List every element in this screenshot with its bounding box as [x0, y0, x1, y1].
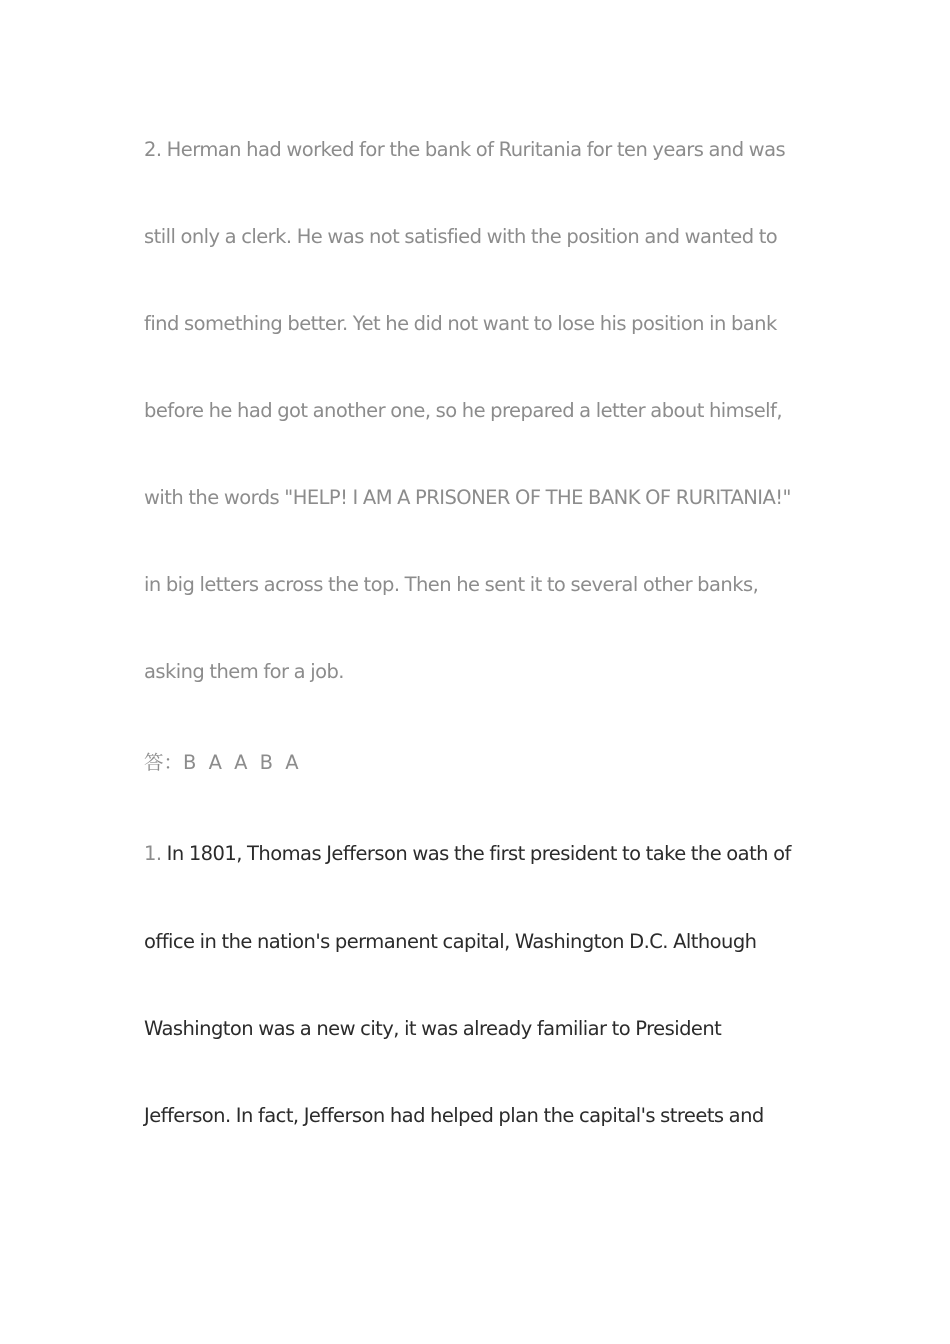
passage-2-line: find something better. Yet he did not want to lose his position in bank — [144, 312, 777, 335]
passage-2-line: with the words "HELP! I AM A PRISONER OF THE BANK OF RURITANIA!" — [144, 486, 791, 509]
passage-1-line-text: In 1801, Thomas Jefferson was the first president to take the oath of — [166, 842, 791, 865]
passage-2-line: asking them for a job. — [144, 660, 344, 683]
passage-1-number: 1. — [144, 842, 162, 865]
answer-key — [144, 751, 299, 775]
passage-2-line: still only a clerk. He was not satisfied with the position and wanted to — [144, 225, 778, 248]
passage-1-line: office in the nation's permanent capital, Washington D.C. Although — [144, 930, 757, 953]
answer-options: B A A B A — [183, 751, 299, 774]
passage-1-line — [144, 842, 791, 866]
passage-2-line: 2. Herman had worked for the bank of Ruritania for ten years and was — [144, 138, 786, 161]
passage-1-line: Washington was a new city, it was already familiar to President — [144, 1017, 722, 1040]
passage-2-line: before he had got another one, so he prepared a letter about himself, — [144, 399, 782, 422]
passage-2-line: in big letters across the top. Then he sent it to several other banks, — [144, 573, 759, 596]
answer-label: 答： — [144, 751, 184, 774]
passage-1-line: Jefferson. In fact, Jefferson had helped plan the capital's streets and — [144, 1104, 764, 1127]
